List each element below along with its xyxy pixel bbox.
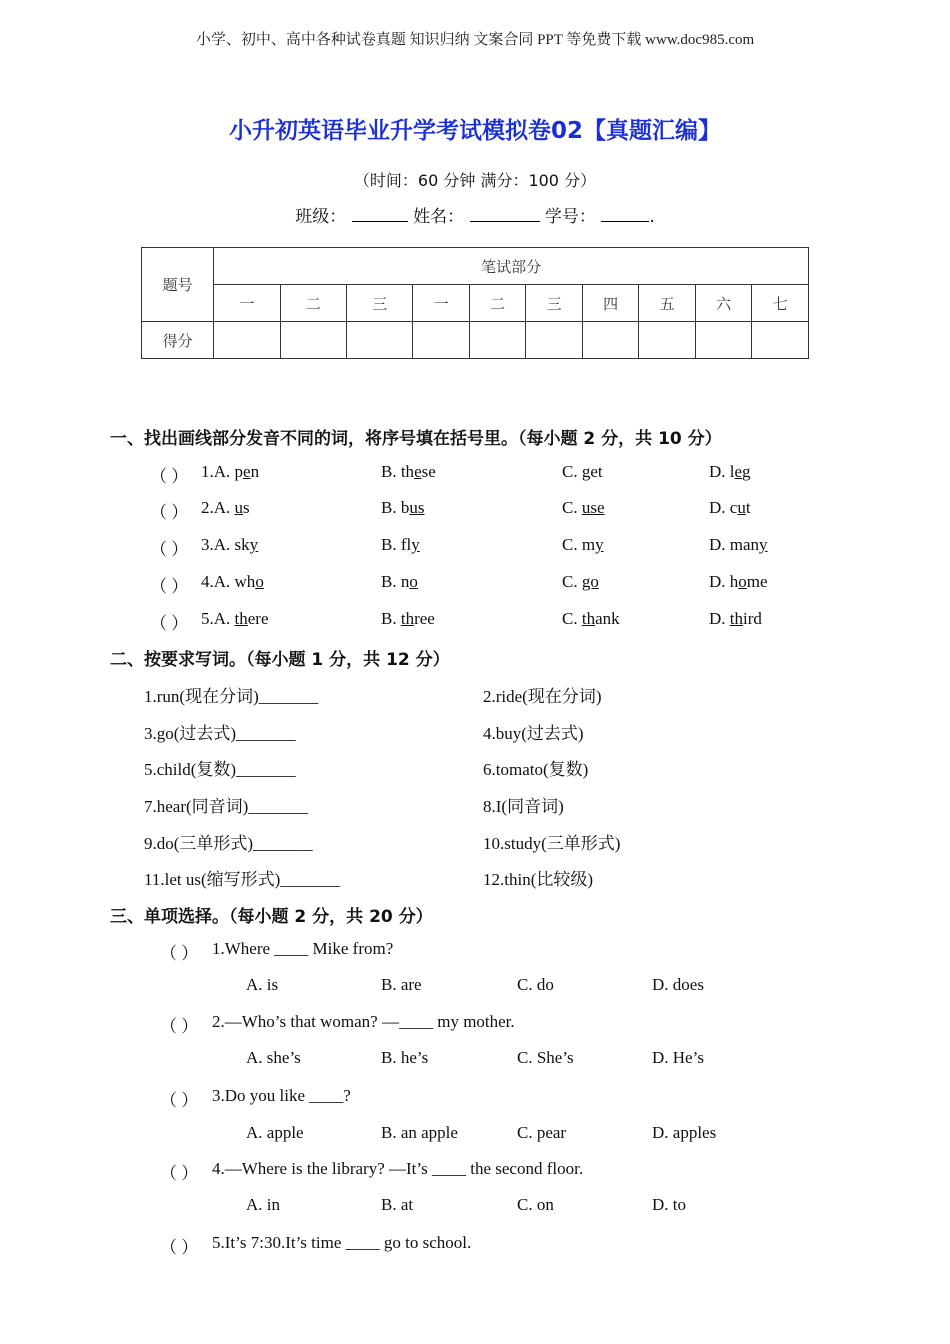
option-a <box>201 572 264 592</box>
choice-option[interactable]: B. at <box>381 1195 414 1214</box>
column-header: 三 <box>526 285 583 322</box>
word-segment: e <box>734 462 743 481</box>
word-segment: ird <box>743 609 762 628</box>
word-segment: D. l <box>709 462 735 481</box>
choice-option[interactable]: A. she’s <box>246 1048 301 1067</box>
score-label-cell: 得分 <box>142 322 214 359</box>
choice-option[interactable]: D. apples <box>652 1123 717 1142</box>
word-segment: B. b <box>381 498 410 517</box>
word-segment: th <box>581 609 596 628</box>
choice-option[interactable]: C. pear <box>517 1123 567 1142</box>
word-segment: th <box>729 609 744 628</box>
option-c <box>562 609 620 629</box>
choice-option[interactable]: B. an apple <box>381 1123 458 1142</box>
option-c <box>562 462 603 482</box>
word-segment: ere <box>247 609 269 628</box>
word-task-left: 11.let us(缩写形式)_______ <box>144 870 340 889</box>
word-segment: B. n <box>381 572 410 591</box>
word-segment: C. <box>562 572 582 591</box>
word-segment: th <box>400 609 415 628</box>
column-header: 二 <box>469 285 526 322</box>
word-segment: C. <box>562 498 582 517</box>
answer-bracket[interactable]: （ ） <box>160 1164 199 1183</box>
choice-option[interactable]: C. She’s <box>517 1048 574 1067</box>
option-c <box>562 498 605 518</box>
exam-time-score: （时间：60 分钟 满分：100 分） <box>353 171 597 190</box>
word-segment: u <box>737 498 746 517</box>
section1-heading: 一、找出画线部分发音不同的词，将序号填在括号里。（每小题 2 分，共 10 分） <box>110 429 722 449</box>
option-c <box>562 572 599 592</box>
question-stem: 3.Do you like ____? <box>212 1086 351 1105</box>
word-segment: B. th <box>381 462 415 481</box>
option-d <box>709 609 762 629</box>
question-number: 3.A. <box>201 535 235 554</box>
word-segment: C. <box>562 609 582 628</box>
choice-option[interactable]: C. on <box>517 1195 554 1214</box>
word-segment: o <box>255 572 264 591</box>
choice-option[interactable]: A. in <box>246 1195 280 1214</box>
score-cell[interactable] <box>214 322 280 359</box>
section3-heading: 三、单项选择。（每小题 2 分，共 20 分） <box>110 907 433 927</box>
choice-option[interactable]: D. He’s <box>652 1048 704 1067</box>
answer-bracket[interactable]: （ ） <box>150 540 189 559</box>
choice-option[interactable]: D. to <box>652 1195 686 1214</box>
choice-option[interactable]: C. do <box>517 975 554 994</box>
word-segment: wh <box>234 572 256 591</box>
student-info-line <box>0 202 950 227</box>
word-segment: e <box>243 462 251 481</box>
word-segment: et <box>590 462 603 481</box>
word-segment: p <box>234 462 244 481</box>
word-segment: n <box>250 462 260 481</box>
section2-heading: 二、按要求写词。（每小题 1 分，共 12 分） <box>110 650 450 670</box>
option-a <box>201 498 250 518</box>
page-title: 小升初英语毕业升学考试模拟卷02【真题汇编】 <box>228 118 721 144</box>
class-label: 班级： <box>295 207 347 227</box>
word-task-right: 2.ride(现在分词) <box>483 687 602 706</box>
word-task-left: 3.go(过去式)_______ <box>144 724 296 743</box>
word-segment: th <box>234 609 248 628</box>
score-table <box>141 247 809 359</box>
word-segment: C. m <box>562 535 596 554</box>
group-header-cell: 笔试部分 <box>214 248 809 285</box>
score-cell[interactable] <box>526 322 583 359</box>
answer-bracket[interactable]: （ ） <box>160 1017 199 1036</box>
word-task-left: 9.do(三单形式)_______ <box>144 834 313 853</box>
option-b <box>381 462 436 482</box>
word-segment: se <box>421 462 436 481</box>
question-stem: 4.—Where is the library? —It’s ____ the second floor. <box>212 1159 584 1178</box>
word-task-right: 12.thin(比较级) <box>483 870 594 889</box>
answer-bracket[interactable]: （ ） <box>150 503 189 522</box>
column-header: 三 <box>347 285 413 322</box>
option-a <box>201 535 258 555</box>
class-blank[interactable] <box>352 205 408 222</box>
answer-bracket[interactable]: （ ） <box>160 944 199 963</box>
word-segment: y <box>249 535 259 554</box>
question-stem: 1.Where ____ Mike from? <box>212 939 394 958</box>
question-stem: 5.It’s 7:30.It’s time ____ go to school. <box>212 1233 472 1252</box>
word-segment: D. man <box>709 535 760 554</box>
word-task-left: 5.child(复数)_______ <box>144 760 296 779</box>
option-a <box>201 609 269 629</box>
name-blank[interactable] <box>470 205 540 222</box>
word-segment: go <box>581 572 599 591</box>
word-task-right: 6.tomato(复数) <box>483 760 589 779</box>
option-c <box>562 535 604 555</box>
word-segment: B. fl <box>381 535 412 554</box>
score-cell[interactable] <box>469 322 526 359</box>
word-segment: D. c <box>709 498 738 517</box>
word-segment: D. h <box>709 572 739 591</box>
column-header: 二 <box>280 285 346 322</box>
word-segment: o <box>738 572 747 591</box>
column-header: 四 <box>582 285 639 322</box>
choice-option[interactable]: A. apple <box>246 1123 304 1142</box>
score-cell[interactable] <box>695 322 752 359</box>
option-b <box>381 572 418 592</box>
answer-bracket[interactable]: （ ） <box>150 614 189 633</box>
answer-bracket[interactable]: （ ） <box>150 467 189 486</box>
word-task-right: 4.buy(过去式) <box>483 724 584 743</box>
id-blank[interactable] <box>601 205 649 222</box>
word-task-left: 1.run(现在分词)_______ <box>144 687 319 706</box>
score-cell[interactable] <box>752 322 809 359</box>
answer-bracket[interactable]: （ ） <box>160 1091 199 1110</box>
option-d <box>709 462 751 482</box>
score-cell[interactable] <box>280 322 346 359</box>
word-segment: ank <box>595 609 620 628</box>
word-segment: o <box>409 572 418 591</box>
column-header: 五 <box>639 285 696 322</box>
option-a <box>201 462 259 482</box>
word-segment: us <box>409 498 425 517</box>
question-number: 1.A. <box>201 462 235 481</box>
option-b <box>381 498 424 518</box>
word-segment: D. <box>709 609 730 628</box>
word-segment: t <box>745 498 751 517</box>
column-header: 一 <box>413 285 470 322</box>
word-segment: use <box>581 498 605 517</box>
score-cell[interactable] <box>639 322 696 359</box>
word-task-right: 8.I(同音词) <box>483 797 564 816</box>
word-segment: u <box>234 498 244 517</box>
score-cell[interactable] <box>347 322 413 359</box>
word-task-left: 7.hear(同音词)_______ <box>144 797 308 816</box>
word-segment: ree <box>414 609 435 628</box>
question-stem: 2.—Who’s that woman? —____ my mother. <box>212 1012 515 1031</box>
site-header: 小学、初中、高中各种试卷真题 知识归纳 文案合同 PPT 等免费下载 www.doc985.com <box>195 32 755 48</box>
question-number: 2.A. <box>201 498 235 517</box>
word-segment: C. <box>562 462 582 481</box>
column-header: 六 <box>695 285 752 322</box>
word-task-right: 10.study(三单形式) <box>483 834 621 853</box>
option-d <box>709 572 768 592</box>
answer-bracket[interactable]: （ ） <box>150 577 189 596</box>
word-segment: me <box>746 572 768 591</box>
word-segment: B. <box>381 609 401 628</box>
word-segment: y <box>595 535 604 554</box>
word-segment: y <box>759 535 768 554</box>
question-number: 5.A. <box>201 609 235 628</box>
word-segment: y <box>411 535 420 554</box>
option-d <box>709 535 768 555</box>
choice-option[interactable]: B. are <box>381 975 422 994</box>
score-cell[interactable] <box>582 322 639 359</box>
word-segment: e <box>414 462 422 481</box>
score-cell[interactable] <box>413 322 470 359</box>
answer-bracket[interactable]: （ ） <box>160 1238 199 1257</box>
word-segment: sk <box>234 535 250 554</box>
id-label: 学号： <box>544 207 596 227</box>
option-b <box>381 609 435 629</box>
word-segment: s <box>243 498 250 517</box>
column-header: 一 <box>214 285 280 322</box>
choice-option[interactable]: B. he’s <box>381 1048 429 1067</box>
row-header-cell: 题号 <box>142 248 214 322</box>
column-header: 七 <box>752 285 809 322</box>
choice-option[interactable]: A. is <box>246 975 279 994</box>
name-label: 姓名： <box>413 207 465 227</box>
option-b <box>381 535 420 555</box>
word-segment: g <box>581 462 591 481</box>
info-end: . <box>649 207 655 227</box>
choice-option[interactable]: D. does <box>652 975 704 994</box>
question-number: 4.A. <box>201 572 235 591</box>
option-d <box>709 498 751 518</box>
word-segment: g <box>742 462 751 481</box>
